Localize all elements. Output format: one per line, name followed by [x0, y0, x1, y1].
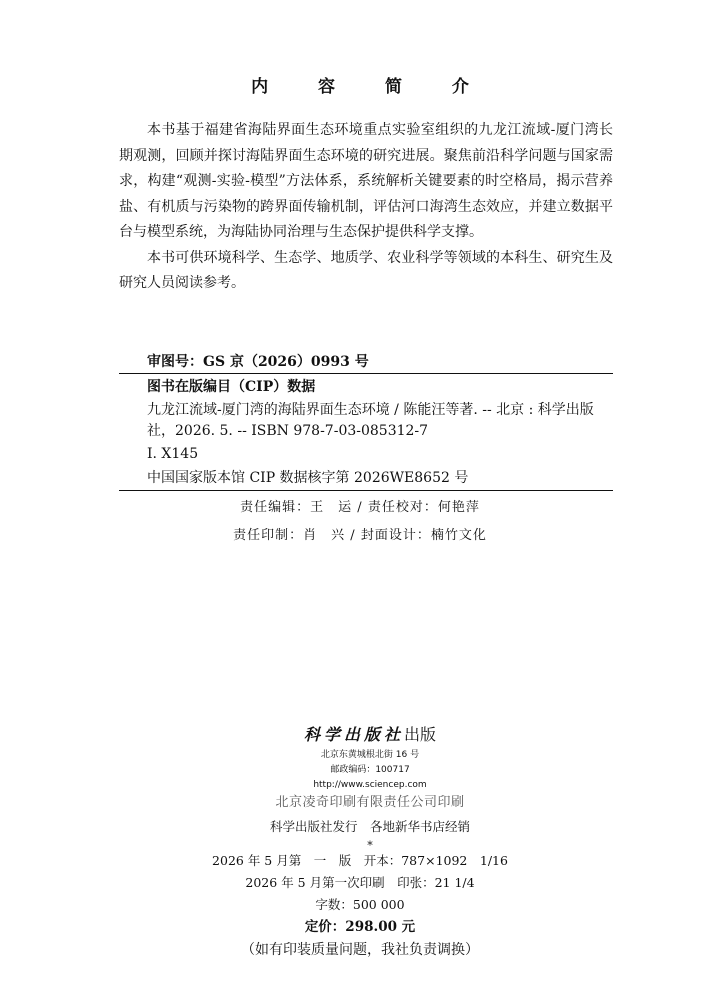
editor-credits: 责任编辑：王 运 / 责任校对：何艳萍 [240, 500, 480, 515]
printer-line: 北京凌奇印刷有限责任公司印刷 [275, 795, 465, 810]
publisher-website: http://www.sciencep.com [313, 780, 427, 790]
cip-catalog-entry: 九龙江流域-厦门湾的海陆界面生态环境 / 陈能汪等著. -- 北京 : 科学出版社，2026. 5. -- ISBN 978-7-03-085312-7 [147, 402, 594, 439]
edition-line: 2026 年 5 月第 一 版 开本：787×1092 1/16 [212, 853, 508, 868]
word-count: 字数：500 000 [315, 897, 405, 912]
production-credits: 责任印制：肖 兴 / 封面设计：楠竹文化 [233, 528, 487, 543]
distribution-line: 科学出版社发行 各地新华书店经销 [269, 819, 470, 834]
cip-data-number: 中国国家版本馆 CIP 数据核字第 2026WE8652 号 [119, 466, 613, 491]
abstract-section [119, 118, 613, 297]
credits-section [0, 494, 720, 550]
publisher-suffix: 出版 [404, 725, 437, 744]
publisher-address: 北京东黄城根北街 16 号 [320, 750, 420, 760]
quality-note: （如有印装质量问题，我社负责调换） [241, 942, 479, 958]
audience-paragraph: 本书可供环境科学、生态学、地质学、农业科学等领域的本科生、研究生及研究人员阅读参考。 [119, 249, 613, 291]
cip-heading: 图书在版编目（CIP）数据 [147, 379, 316, 395]
price: 定价：298.00 元 [304, 919, 416, 935]
separator-star: * [367, 839, 373, 852]
edition-section [0, 850, 720, 962]
cip-data-block [119, 351, 613, 491]
map-approval-number: 审图号：GS 京（2026）0993 号 [119, 351, 613, 374]
publisher-section [0, 722, 720, 853]
publisher-postcode: 邮政编码：100717 [330, 765, 410, 775]
printing-line: 2026 年 5 月第一次印刷 印张：21 1/4 [245, 875, 475, 890]
publisher-logo: 科学出版社 [303, 725, 404, 744]
page-title: 内 容 简 介 [251, 77, 491, 97]
abstract-paragraph: 本书基于福建省海陆界面生态环境重点实验室组织的九龙江流域-厦门湾长期观测，回顾并探讨海陆界面生态环境的研究进展。聚焦前沿科学问题与国家需求，构建“观测-实验-模型”方法体系，系统解析关键要素的时空格局，揭示营养盐、有机质与污染物的跨界面传输机制，评估河口海湾生态效应，并建立数据平台与模型系统，为海陆协同治理与生态保护提供科学支撑。 [119, 122, 613, 240]
publisher-line [0, 722, 720, 748]
cip-classification: Ⅰ. X145 [147, 446, 199, 462]
